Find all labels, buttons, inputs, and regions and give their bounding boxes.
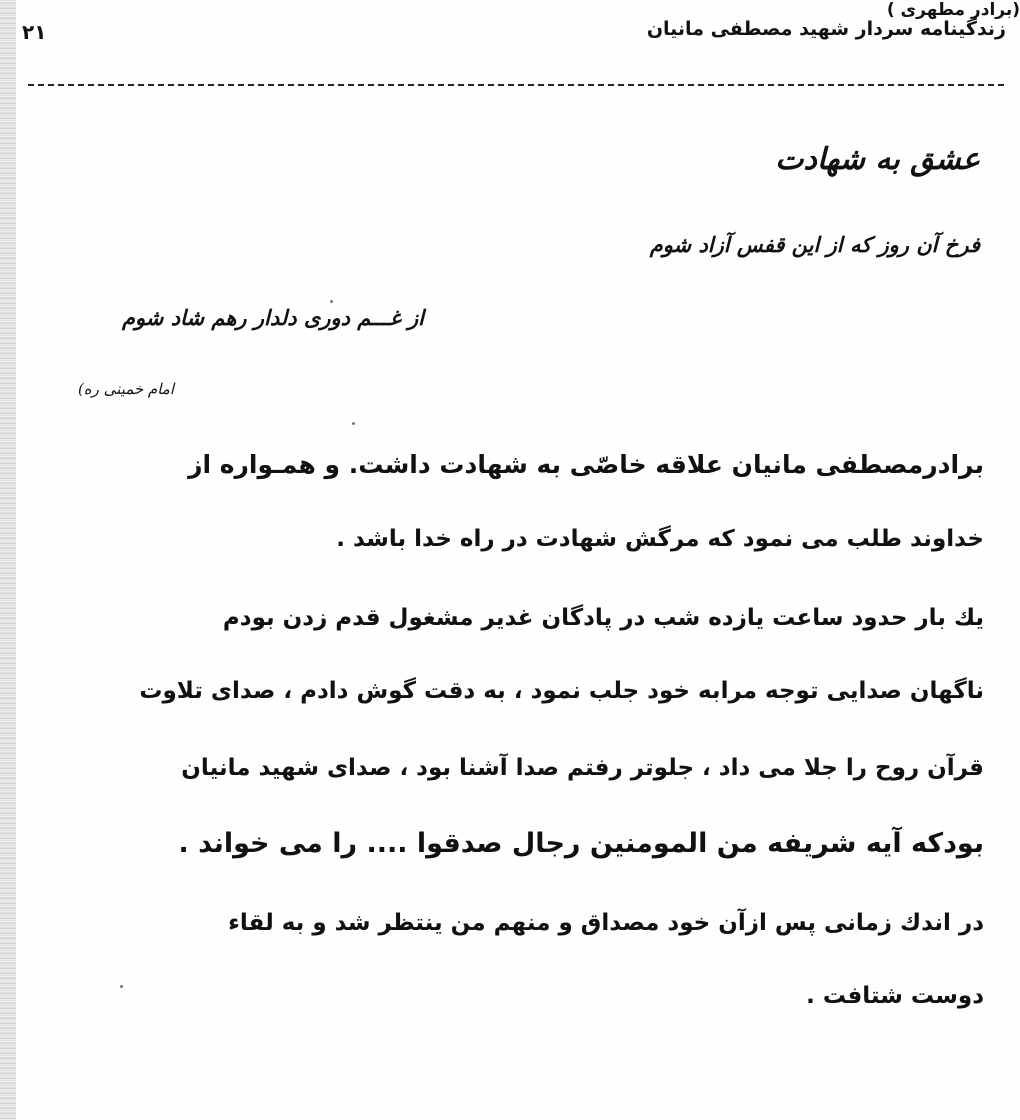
signature: (برادر مطهری ) [886,0,1020,20]
body-line: در اندك زمانی پس ازآن خود مصداق و منهم من ینتظر شد و به لقاء [228,910,984,936]
poem-line-1: فرخ آن روز که از این قفس آزاد شوم [649,232,980,257]
header-divider [28,84,1004,86]
body-line: ناگهان صدایی توجه مرابه خود جلب نمود ، به دقت گوش دادم ، صدای تلاوت [139,678,984,704]
body-line: برادرمصطفی مانیان علاقه خاصّی به شهادت داشت. و همـواره از [188,450,984,479]
body-line: خداوند طلب می نمود که مرگش شهادت در راه خدا باشد . [336,526,984,552]
scan-speck [120,985,123,988]
poem-line-2: از غـــم دوری دلدار رهم شاد شوم [121,305,424,330]
running-header: زندگینامه سردار شهید مصطفی مانیان [646,18,1006,40]
body-line: بودکه آیه شریفه من المومنین رجال صدقوا .... را می خواند . [178,828,984,859]
body-line: قرآن روح را جلا می داد ، جلوتر رفتم صدا آشنا بود ، صدای شهید مانیان [181,755,984,781]
body-line: یك بار حدود ساعت یازده شب در پادگان غدیر مشغول قدم زدن بودم [222,605,984,631]
body-line: دوست شتافت . [806,983,984,1009]
scan-speck [352,422,355,425]
poem-attribution: امام خمینی ره) [77,380,174,398]
scan-edge [0,0,16,1120]
section-title: عشق به شهادت [775,142,980,177]
page-number: ۲۱ [22,20,47,44]
scan-speck [330,300,333,303]
